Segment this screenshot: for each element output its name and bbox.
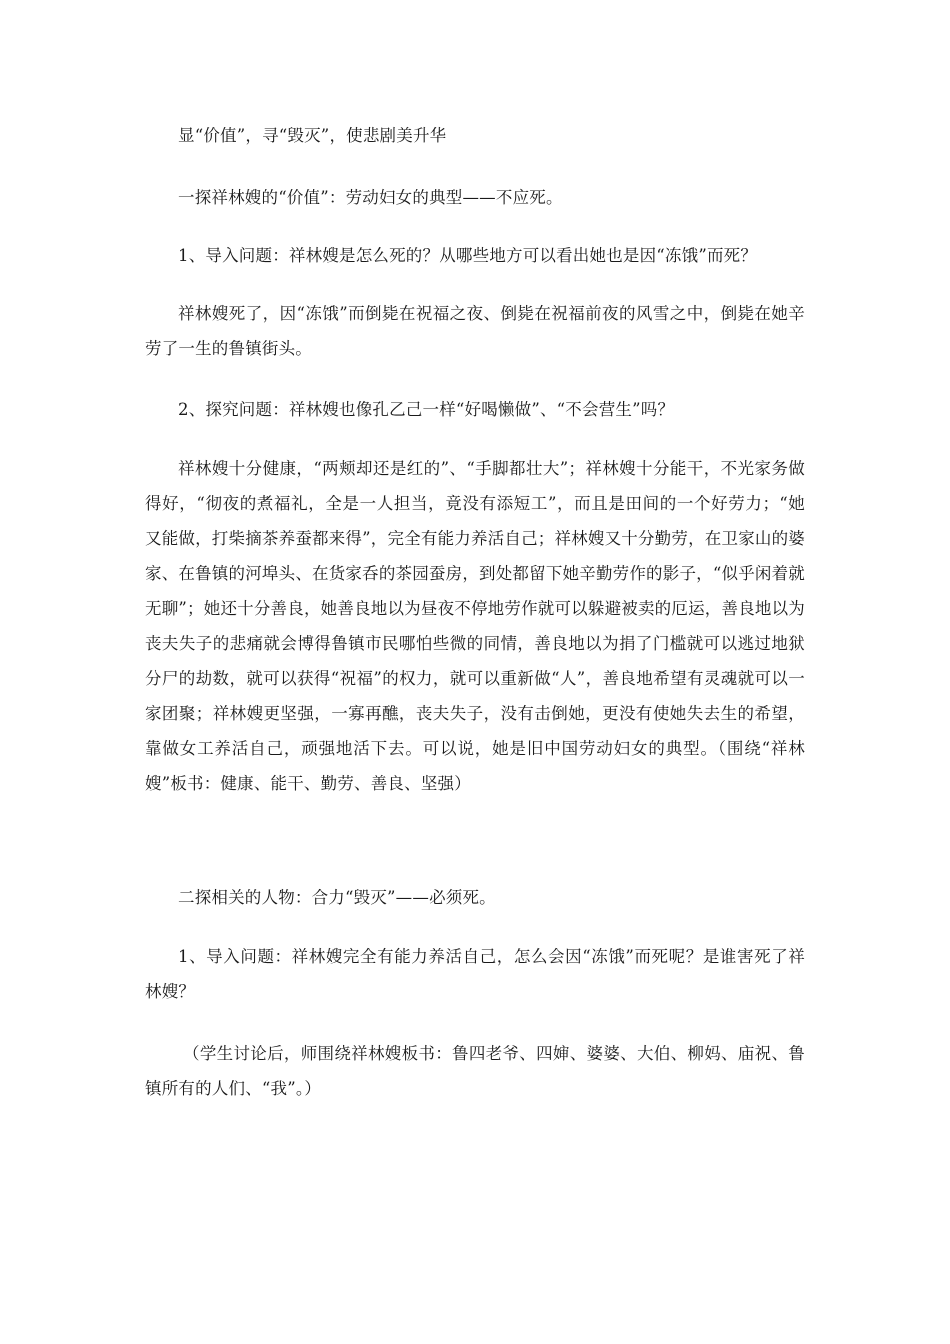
board-notes: （学生讨论后，师围绕祥林嫂板书：鲁四老爷、四婶、婆婆、大伯、柳妈、庙祝、鲁镇所有的人们、“我”。） <box>145 1044 805 1098</box>
answer-paragraph-2: 祥林嫂十分健康，“两颊却还是红的”、“手脚都壮大”；祥林嫂十分能干，不光家务做得好，“彻夜的煮福礼，全是一人担当，竟没有添短工”，而且是田间的一个好劳力；“她又能做，打柴摘茶养蚕都来得”，完全有能力养活自己；祥林嫂又十分勤劳，在卫家山的婆家、在鲁镇的河埠头、在货家呑的茶园蚕房，到处都留下她辛勤劳作的影子，“似乎闲着就无聊”；她还十分善良，她善良地以为昼夜不停地劳作就可以躲避被卖的厄运，善良地以为丧夫失子的悲痛就会博得鲁镇市民哪怕些微的同情，善良地以为捐了门槛就可以逃过地狱分尸的劫数，就可以获得“祝福”的权力，就可以重新做“人”，善良地希望有灵魂就可以一家团聚；祥林嫂更坚强，一寡再醮，丧夫失子，没有击倒她，更没有使她失去生的希望，靠做女工养活自己，顽强地活下去。可以说，她是旧中国劳动妇女的典型。（围绕“祥林嫂”板书：健康、能干、勤劳、善良、坚强） <box>145 459 805 793</box>
answer-paragraph-1: 祥林嫂死了，因“冻饿”而倒毙在祝福之夜、倒毙在祝福前夜的风雪之中，倒毙在她辛劳了一生的鲁镇街头。 <box>145 304 805 358</box>
question-1: 1、导入问题：祥林嫂是怎么死的？从哪些地方可以看出她也是因“冻饿”而死？ <box>178 246 758 265</box>
section-heading: 显“价值”，寻“毁灭”，使悲剧美升华 <box>178 126 447 145</box>
question-2: 2、探究问题：祥林嫂也像孔乙己一样“好喝懒做”、“不会营生”吗？ <box>178 400 675 419</box>
question-3: 1、导入问题：祥林嫂完全有能力养活自己，怎么会因“冻饿”而死呢？是谁害死了祥林嫂？ <box>145 947 805 1001</box>
subsection-heading-1: 一探祥林嫂的“价值”：劳动妇女的典型——不应死。 <box>178 188 563 207</box>
subsection-heading-2: 二探相关的人物：合力“毁灭”——必须死。 <box>178 888 496 907</box>
